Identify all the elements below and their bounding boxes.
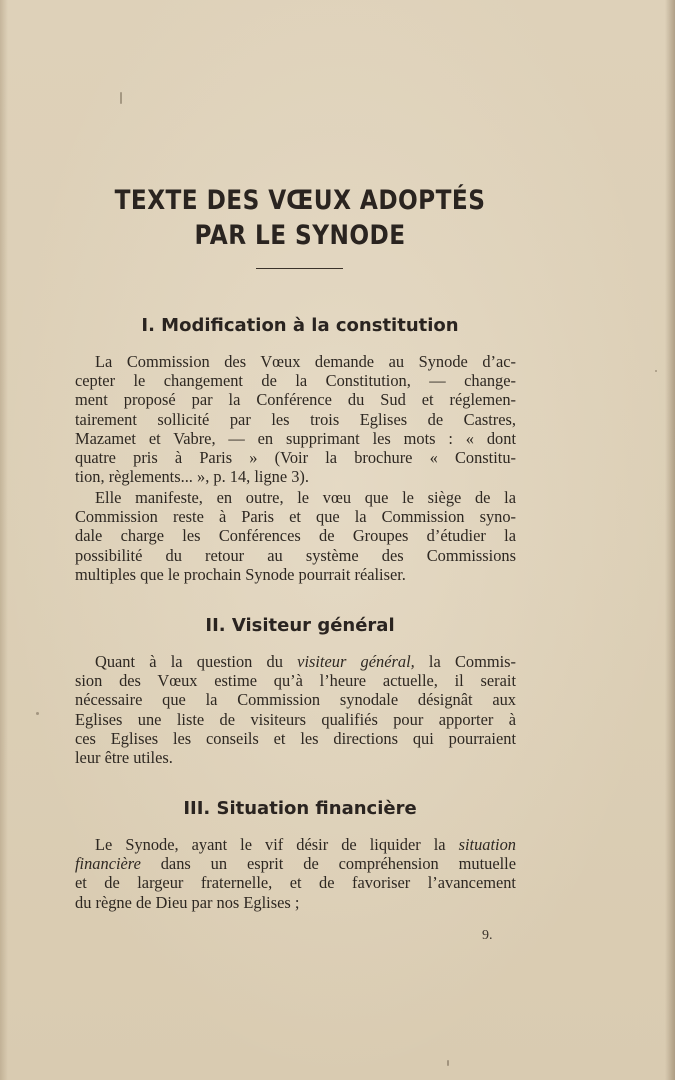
page-number: 9. <box>482 928 493 943</box>
text-line: Eglises une liste de visiteurs qualifiés pour apporter à <box>75 709 516 729</box>
section-1-paragraph-1 <box>75 352 516 486</box>
text-line: quatre pris à Paris » (Voir la brochure « Constitu- <box>75 448 516 468</box>
text-line: du règne de Dieu par nos Eglises ; <box>75 892 300 912</box>
paper-speck <box>120 92 122 104</box>
text-line: dale charge les Conférences de Groupes d’étudier la <box>75 526 516 546</box>
text-line: ces Eglises les conseils et les directions qui pourraient <box>75 728 516 748</box>
section-2-paragraph-1 <box>75 652 516 767</box>
section-heading-2: II. Visiteur général <box>205 615 395 636</box>
section-1-paragraph-2 <box>75 488 516 584</box>
text-line: Commission reste à Paris et que la Commission syno- <box>75 507 516 527</box>
italic-word: financière <box>75 854 141 874</box>
title-divider <box>256 268 343 269</box>
text-line: leur être utiles. <box>75 748 173 768</box>
text-line: La Commission des Vœux demande au Synode d’ac- <box>95 352 516 371</box>
text-line: possibilité du retour au système des Commissions <box>75 545 516 565</box>
text-line: tairement sollicité par les trois Eglises de Castres, <box>75 409 516 429</box>
italic-phrase: visiteur général, <box>297 652 415 671</box>
section-heading-3: III. Situation financière <box>183 798 417 819</box>
title-line-1: TEXTE DES VŒUX ADOPTÉS <box>114 185 486 216</box>
section-3-paragraph-1 <box>75 835 516 912</box>
text-line: multiples que le prochain Synode pourrait réaliser. <box>75 564 406 584</box>
title-line-2: PAR LE SYNODE <box>194 220 406 251</box>
text-line: tion, règlements... », p. 14, ligne 3). <box>75 467 309 487</box>
paper-speck <box>447 1060 449 1066</box>
text-line: Elle manifeste, en outre, le vœu que le siège de la <box>95 488 516 507</box>
text-line: et de largeur fraternelle, et de favoriser l’avancement <box>75 873 516 893</box>
italic-word: situation <box>458 835 516 854</box>
page-title <box>42 183 558 253</box>
text-line: Le Synode, ayant le vif désir de liquider la situation <box>95 835 516 854</box>
section-heading-1: I. Modification à la constitution <box>141 315 459 336</box>
paper-speck <box>36 712 39 715</box>
paper-speck <box>655 370 657 372</box>
text-line: nécessaire que la Commission synodale désignât aux <box>75 690 516 710</box>
text-line: Quant à la question du visiteur général, la Commis- <box>95 652 516 671</box>
text-line: Mazamet et Vabre, — en supprimant les mots : « dont <box>75 428 516 448</box>
text-line: sion des Vœux estime qu’à l’heure actuelle, il serait <box>75 671 516 691</box>
text-line: cepter le changement de la Constitution, — change- <box>75 371 516 391</box>
text-line: financière dans un esprit de compréhension mutuelle <box>75 854 516 874</box>
text-line: ment proposé par la Conférence du Sud et réglemen- <box>75 390 516 410</box>
